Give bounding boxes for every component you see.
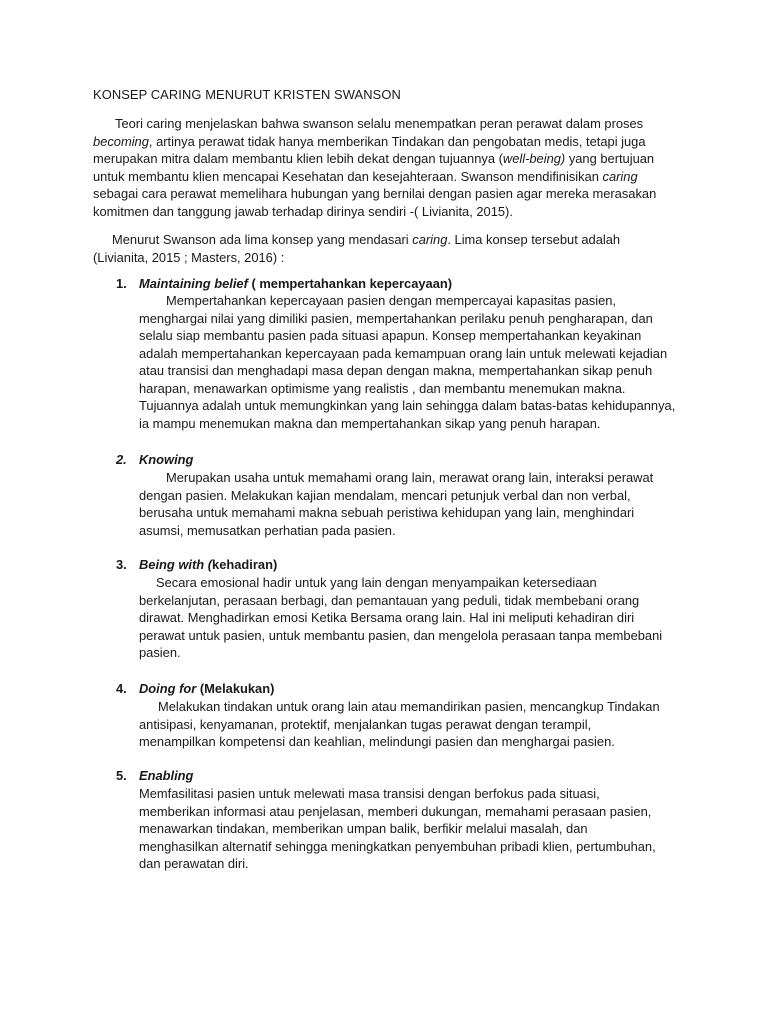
text-span: komitmen dan tanggung jawab terhadap dirinya sendiri -( Livianita, 2015). — [93, 203, 513, 219]
list-item-heading — [139, 557, 277, 572]
text-line: Secara emosional hadir untuk yang lain dengan menyampaikan ketersediaan — [156, 575, 597, 590]
list-item-heading — [139, 276, 452, 291]
italic-term: Being with ( — [139, 557, 213, 572]
text-line: menghargai nilai yang dimiliki pasien, mempertahankan perilaku penuh pengharapan, dan — [139, 310, 653, 326]
text-line: adalah mempertahankan kepercayaan pada kemampuan orang lain untuk melewati kejadian — [139, 345, 668, 361]
text-line: memberikan informasi atau penjelasan, memberi dukungan, memahami perasaan pasien, — [139, 803, 652, 819]
text-line: atau transisi dan menghadapi masa depan dengan makna, mempertahankan sikap penuh — [139, 363, 653, 378]
intro-paragraph-1 — [93, 115, 693, 220]
text-span: untuk membantu klien mencapai Kesehatan dan kesejahteraan. Swanson mendifinisikan — [93, 168, 599, 184]
text-line — [93, 168, 693, 186]
text-line: Melakukan tindakan untuk orang lain atau memandirikan pasien, mencangkup Tindakan — [158, 699, 660, 714]
list-number — [116, 452, 127, 467]
italic-term: Knowing — [139, 452, 194, 467]
text-line: Mempertahankan kepercayaan pasien dengan mempercayai kapasitas pasien, — [166, 293, 617, 308]
text-span: (Livianita, 2015 ; Masters, 2016) : — [93, 249, 285, 265]
text-span: . Lima konsep tersebut adalah — [447, 232, 621, 247]
text-line — [93, 150, 693, 168]
list-number: 3. — [116, 557, 127, 572]
list-number: 1. — [116, 276, 127, 291]
text-line: ia mampu menemukan makna dan mempertahankan sikap yang penuh harapan. — [139, 415, 601, 431]
text-line — [93, 249, 693, 267]
text-line: dengan pasien. Melakukan kajian mendalam, mencari petunjuk verbal dan non verbal, — [139, 487, 631, 503]
list-item-heading — [139, 452, 193, 467]
text-line: menghasilkan alternatif sehingga meningkatkan penyembuhan pribadi klien, pertumbuhan, — [139, 838, 656, 854]
text-line: Memfasilitasi pasien untuk melewati masa transisi dengan berfokus pada situasi, — [139, 786, 600, 801]
italic-term: becoming — [93, 133, 149, 149]
text-line: pasien. — [139, 645, 181, 660]
text-line: selalu siap membantu pasien pada situasi apapun. Konsep mempertahankan keyakinan — [139, 328, 642, 343]
text-line: menampilkan kompetensi dan keahlian, melindungi pasien dan menghargai pasien. — [139, 734, 615, 749]
text-line: berkelanjutan, perasaan berbagi, dan pemantauan yang peduli, tidak membebani orang — [139, 592, 640, 608]
text-span: merupakan mitra dalam membantu klien lebih dekat dengan tujuannya ( — [93, 151, 503, 166]
list-number: 5. — [116, 768, 127, 783]
text-line — [93, 115, 693, 133]
text-span: kehadiran) — [212, 557, 278, 572]
list-item-body — [139, 785, 699, 873]
text-line: asumsi, memusatkan perhatian pada pasien. — [139, 522, 396, 538]
text-span: Teori caring menjelaskan bahwa swanson selalu menempatkan peran perawat dalam proses — [115, 116, 644, 131]
text-span: , artinya perawat tidak hanya memberikan Tindakan dan pengobatan medis, tetapi juga — [148, 133, 646, 149]
text-span: yang bertujuan — [565, 151, 655, 166]
italic-term: 2. — [116, 452, 127, 467]
text-span: Menurut Swanson ada lima konsep yang mendasari — [112, 232, 409, 247]
text-line: dirawat. Menghadirkan emosi Ketika Bersama orang lain. Hal ini meliputi kehadiran diri — [139, 610, 635, 625]
text-line: Tujuannya adalah untuk memungkinkan yang lain sehingga dalam batas-batas kehidupannya, — [139, 398, 676, 413]
list-item-body — [139, 698, 699, 751]
text-line: berusaha untuk memahami makna sebuah peristiwa kehidupan yang lain, menghindari — [139, 505, 635, 520]
text-line: dan perawatan diri. — [139, 856, 249, 871]
list-number: 4. — [116, 681, 127, 696]
text-line: Merupakan usaha untuk memahami orang lain, merawat orang lain, interaksi perawat — [166, 470, 654, 485]
list-item-body — [139, 469, 699, 539]
list-item-body — [139, 574, 699, 662]
text-line: antisipasi, kenyamanan, protektif, menjalankan tugas perawat dengan terampil, — [139, 716, 592, 732]
text-line: perawat untuk pasien, untuk membantu pasien, dan mengelola perasaan tanpa membebani — [139, 627, 663, 643]
text-span: sebagai cara perawat memelihara hubungan yang bernilai dengan pasien agar mereka merasakan — [93, 186, 657, 201]
italic-term: Enabling — [139, 768, 194, 783]
list-item-heading — [139, 768, 193, 783]
text-line — [93, 133, 693, 151]
intro-paragraph-2 — [93, 231, 693, 266]
text-line — [93, 231, 693, 249]
text-span: ( mempertahankan kepercayaan) — [247, 276, 453, 291]
list-item-body — [139, 292, 699, 432]
text-line: menawarkan tindakan, memberikan umpan balik, berfikir melalui masalah, dan — [139, 821, 588, 836]
italic-term: caring — [412, 232, 448, 247]
text-span: (Melakukan) — [196, 681, 275, 696]
text-line — [93, 185, 693, 203]
italic-term: caring — [602, 168, 638, 184]
list-item-heading — [139, 681, 274, 696]
text-line — [93, 203, 693, 221]
italic-term: well-being) — [502, 151, 566, 166]
italic-term: Doing for — [139, 681, 197, 696]
text-line: harapan, menawarkan optimisme yang realistis , dan membantu menemukan makna. — [139, 380, 626, 396]
page-title: KONSEP CARING MENURUT KRISTEN SWANSON — [93, 87, 401, 102]
italic-term: Maintaining belief — [139, 276, 248, 291]
